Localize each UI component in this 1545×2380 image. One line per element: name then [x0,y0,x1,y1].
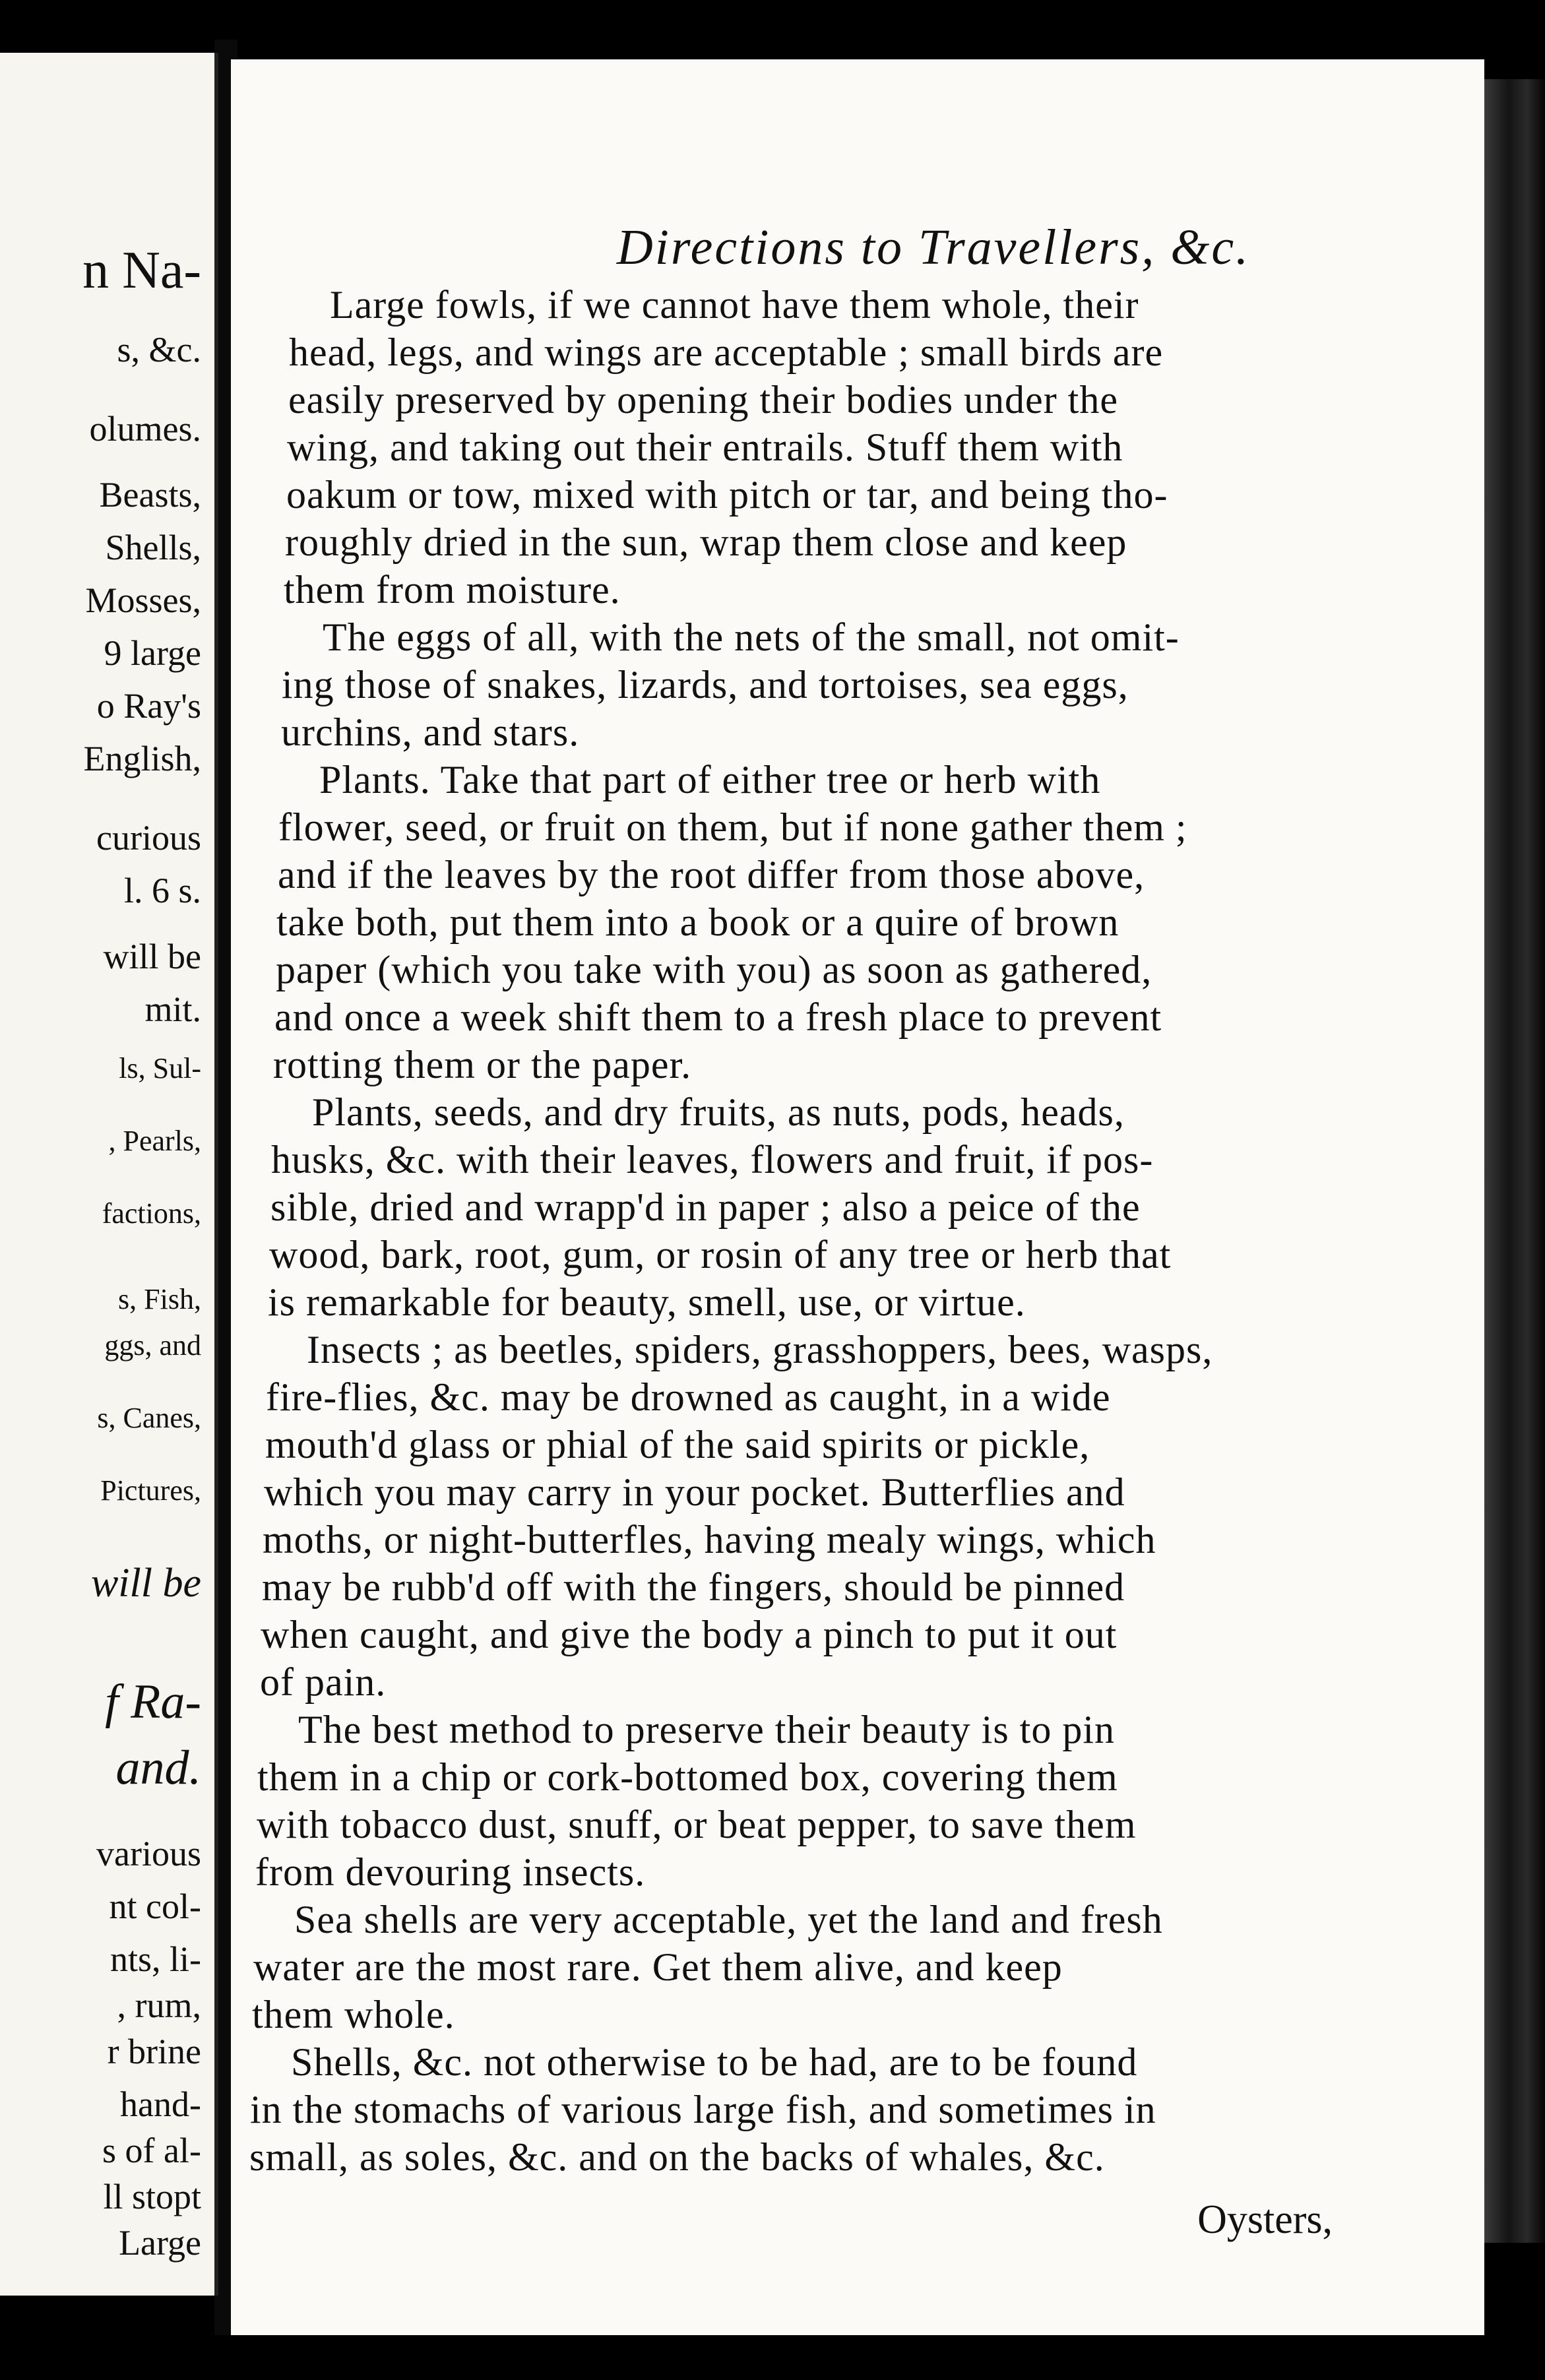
body-line: them from moisture. [284,568,621,611]
left-page-line: mit. [144,989,201,1029]
left-page-line: Shells, [105,528,201,567]
body-line: may be rubb'd off with the fingers, should be pinned [262,1565,1125,1609]
left-page-line: s, Canes, [97,1402,201,1434]
body-line: from devouring insects. [255,1850,646,1894]
body-line: wing, and taking out their entrails. Stuff them with [287,425,1123,469]
left-page-line: f Ra- [105,1675,201,1729]
body-line: sible, dried and wrapp'd in paper ; also a peice of the [270,1185,1141,1229]
body-line: when caught, and give the body a pinch to put it out [261,1613,1118,1656]
left-page-line: English, [83,739,201,778]
left-page-line: l. 6 s. [123,871,201,910]
body-line: Plants. Take that part of either tree or herb with [319,758,1101,801]
left-page-line: n Na- [82,241,201,299]
body-line: moths, or night-butterfles, having mealy wings, which [263,1518,1156,1561]
body-line: them whole. [252,1993,455,2036]
left-page-line: curious [96,818,201,858]
body-line: Plants, seeds, and dry fruits, as nuts, pods, heads, [312,1090,1125,1134]
body-line: small, as soles, &c. and on the backs of whales, &c. [249,2135,1105,2179]
left-page-line: Mosses, [85,580,201,620]
left-page-line: olumes. [89,409,201,449]
left-page-line: ggs, and [104,1329,201,1362]
body-line: Insects ; as beetles, spiders, grasshoppers, bees, wasps, [307,1328,1213,1371]
body-line: is remarkable for beauty, smell, use, or virtue. [268,1280,1026,1324]
left-page-line: Beasts, [99,475,201,515]
body-line: oakum or tow, mixed with pitch or tar, and being tho- [286,473,1168,517]
body-line: in the stomachs of various large fish, and sometimes in [250,2088,1156,2131]
body-line: easily preserved by opening their bodies under the [288,378,1118,422]
body-line: them in a chip or cork-bottomed box, covering them [257,1755,1118,1799]
body-line: of pain. [260,1660,387,1704]
body-line: husks, &c. with their leaves, flowers and fruit, if pos- [271,1138,1154,1181]
body-line: take both, put them into a book or a quire of brown [276,900,1119,944]
body-line: and once a week shift them to a fresh place to prevent [274,995,1162,1039]
body-line: Large fowls, if we cannot have them whole, their [330,283,1139,327]
left-page-line: 9 large [104,633,201,673]
body-line: The best method to preserve their beauty is to pin [298,1708,1116,1751]
catchword: Oysters, [1197,2197,1333,2242]
left-page-line: s, Fish, [118,1283,201,1315]
left-page-line: s of al- [102,2131,201,2170]
body-line: paper (which you take with you) as soon as gathered, [276,948,1152,991]
left-page-line: , rum, [117,1986,201,2025]
body-line: ing those of snakes, lizards, and tortoises, sea eggs, [282,663,1129,706]
body-line: and if the leaves by the root differ from those above, [278,853,1145,896]
left-page-line: hand- [120,2084,201,2124]
left-page-line: , Pearls, [108,1125,201,1157]
left-page-line: nt col- [109,1887,201,1926]
left-page-line: Pictures, [100,1474,201,1507]
left-page-line: will be [103,937,201,976]
left-page-line: various [96,1834,201,1873]
body-line: roughly dried in the sun, wrap them close and keep [285,520,1127,564]
left-page-line: factions, [102,1197,201,1230]
running-head: Directions to Travellers, &c. [616,220,1251,275]
body-line: mouth'd glass or phial of the said spirits or pickle, [265,1423,1090,1466]
page-edge [1484,79,1545,2243]
left-page-line: r brine [107,2032,201,2071]
right-page [231,59,1484,2335]
body-line: head, legs, and wings are acceptable ; small birds are [289,330,1164,374]
body-line: water are the most rare. Get them alive, and keep [253,1945,1063,1989]
left-page-line: nts, li- [110,1939,201,1979]
body-line: The eggs of all, with the nets of the small, not omit- [323,615,1180,659]
body-line: Shells, &c. not otherwise to be had, are to be found [291,2040,1138,2084]
left-page-line: ls, Sul- [119,1052,201,1084]
left-page-line: s, &c. [117,330,201,369]
body-line: fire-flies, &c. may be drowned as caught, in a wide [266,1375,1111,1419]
left-page-line: o Ray's [96,686,201,726]
left-page-line: ll stopt [103,2177,201,2216]
left-page-line: and. [115,1741,201,1795]
left-page [0,53,218,2296]
body-line: flower, seed, or fruit on them, but if none gather them ; [278,805,1187,849]
left-page-line: will be [90,1561,201,1606]
body-line: Sea shells are very acceptable, yet the land and fresh [294,1898,1163,1941]
body-line: which you may carry in your pocket. Butterflies and [264,1470,1125,1514]
body-line: urchins, and stars. [281,710,580,754]
body-line: rotting them or the paper. [273,1043,692,1086]
body-line: with tobacco dust, snuff, or beat pepper, to save them [257,1803,1137,1846]
body-line: wood, bark, root, gum, or rosin of any tree or herb that [269,1233,1172,1276]
left-page-line: Large [119,2223,201,2263]
